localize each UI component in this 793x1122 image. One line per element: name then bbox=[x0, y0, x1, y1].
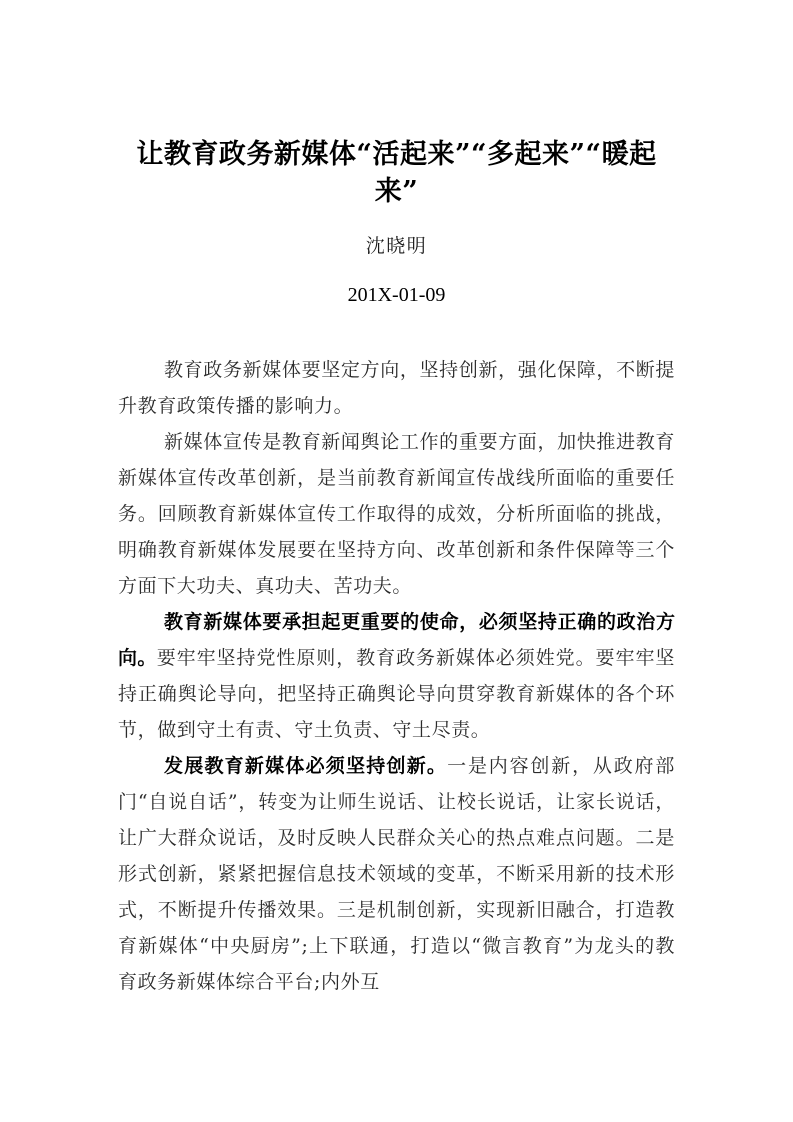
paragraph bbox=[118, 424, 675, 604]
paragraph bbox=[118, 352, 675, 424]
paragraph-text: 教育政务新媒体要坚定方向，坚持创新，强化保障，不断提升教育政策传播的影响力。 bbox=[118, 359, 675, 417]
document-date: 201X-01-09 bbox=[347, 284, 446, 306]
paragraph-text: 一是内容创新，从政府部门“自说自话”，转变为让师生说话、让校长说话，让家长说话，让广大群众说话，及时反映人民群众关心的热点难点问题。二是形式创新，紧紧把握信息技术领域的变革，不断采用新的技术形式，不断提升传播效果。三是机制创新，实现新旧融合，打造教育新媒体“中央厨房”;上下联通，打造以“微言教育”为龙头的教育政务新媒体综合平台;内外互 bbox=[118, 755, 675, 993]
document-body bbox=[118, 308, 675, 1000]
paragraph-lead: 发展教育新媒体必须坚持创新。 bbox=[164, 755, 448, 777]
paragraph-text: 要牢牢坚持党性原则，教育政务新媒体必须姓党。要牢牢坚持正确舆论导向，把坚持正确舆论导向贯穿教育新媒体的各个环节，做到守土有责、守土负责、守土尽责。 bbox=[118, 647, 675, 741]
paragraph-text: 新媒体宣传是教育新闻舆论工作的重要方面，加快推进教育新媒体宣传改革创新，是当前教育新闻宣传战线所面临的重要任务。回顾教育新媒体宣传工作取得的成效，分析所面临的挑战，明确教育新媒体发展要在坚持方向、改革创新和条件保障等三个方面下大功夫、真功夫、苦功夫。 bbox=[118, 431, 675, 597]
paragraph bbox=[118, 604, 675, 748]
document-author: 沈晓明 bbox=[365, 235, 428, 257]
paragraph-lead: 教育新媒体要承担起更重要的使命，必须坚持正确的政治方向。 bbox=[118, 611, 675, 669]
page-title: 让教育政务新媒体“活起来”“多起来”“暖起来” bbox=[136, 139, 657, 207]
paragraph bbox=[118, 748, 675, 1000]
